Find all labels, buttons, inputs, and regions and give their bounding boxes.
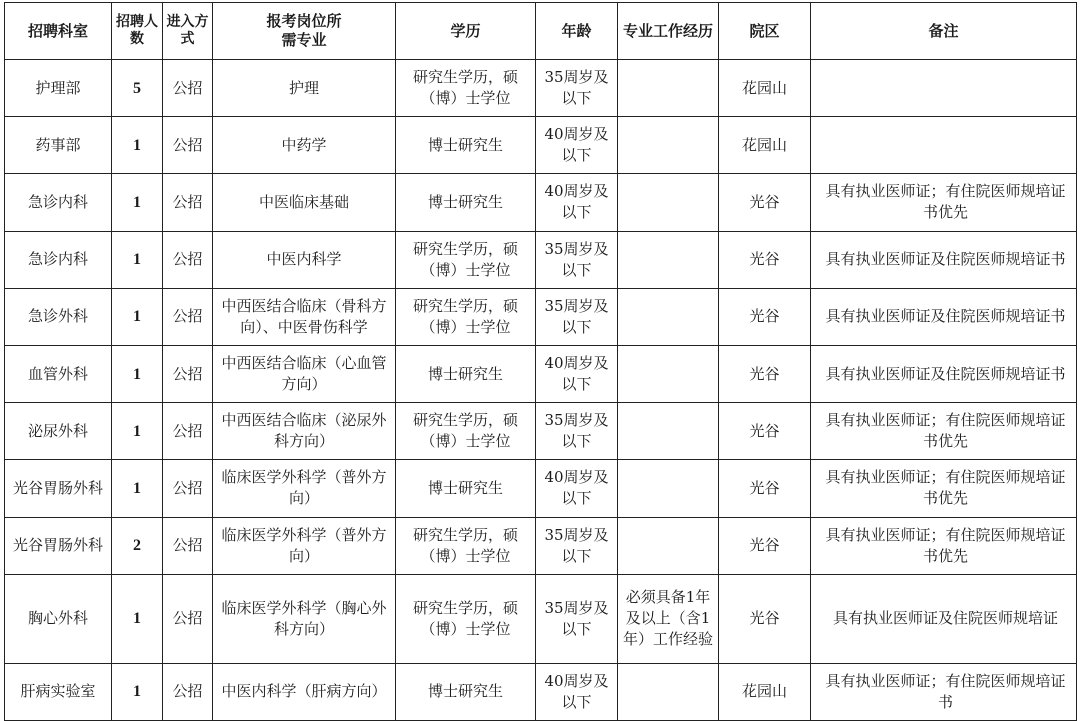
cell-experience (618, 403, 719, 460)
cell-department: 光谷胃肠外科 (5, 517, 112, 574)
cell-count: 1 (112, 663, 163, 720)
header-row (5, 3, 1077, 60)
table-row (5, 460, 1077, 517)
cell-count: 1 (112, 403, 163, 460)
cell-method: 公招 (163, 174, 213, 231)
cell-major: 中医内科学 (213, 231, 396, 288)
cell-count: 1 (112, 117, 163, 174)
cell-age: 35周岁及以下 (536, 288, 618, 345)
table-row (5, 574, 1077, 663)
cell-campus: 光谷 (719, 403, 811, 460)
cell-count: 5 (112, 60, 163, 117)
cell-experience (618, 174, 719, 231)
cell-method: 公招 (163, 117, 213, 174)
header-method: 进入方式 (163, 3, 213, 60)
cell-age: 40周岁及以下 (536, 345, 618, 402)
cell-education: 研究生学历，硕（博）士学位 (396, 60, 536, 117)
cell-campus: 光谷 (719, 231, 811, 288)
cell-major: 护理 (213, 60, 396, 117)
cell-note: 具有执业医师证；有住院医师规培证书优先 (811, 460, 1077, 517)
cell-method: 公招 (163, 517, 213, 574)
cell-major: 中医临床基础 (213, 174, 396, 231)
cell-campus: 光谷 (719, 288, 811, 345)
table-row (5, 231, 1077, 288)
cell-department: 胸心外科 (5, 574, 112, 663)
cell-education: 研究生学历，硕（博）士学位 (396, 574, 536, 663)
header-count: 招聘人数 (112, 3, 163, 60)
cell-note: 具有执业医师证；有住院医师规培证书 (811, 663, 1077, 720)
header-major: 报考岗位所需专业 (213, 3, 396, 60)
cell-age: 40周岁及以下 (536, 663, 618, 720)
cell-age: 40周岁及以下 (536, 460, 618, 517)
cell-education: 研究生学历，硕（博）士学位 (396, 288, 536, 345)
cell-age: 40周岁及以下 (536, 117, 618, 174)
cell-note (811, 117, 1077, 174)
cell-method: 公招 (163, 231, 213, 288)
table-row (5, 117, 1077, 174)
cell-education: 研究生学历，硕（博）士学位 (396, 517, 536, 574)
cell-department: 药事部 (5, 117, 112, 174)
cell-education: 博士研究生 (396, 345, 536, 402)
cell-count: 1 (112, 174, 163, 231)
cell-method: 公招 (163, 574, 213, 663)
cell-note: 具有执业医师证；有住院医师规培证书优先 (811, 403, 1077, 460)
cell-count: 1 (112, 288, 163, 345)
cell-note (811, 60, 1077, 117)
cell-experience (618, 345, 719, 402)
cell-education: 博士研究生 (396, 663, 536, 720)
table-row (5, 288, 1077, 345)
table-row (5, 60, 1077, 117)
cell-department: 急诊外科 (5, 288, 112, 345)
cell-method: 公招 (163, 60, 213, 117)
cell-campus: 光谷 (719, 517, 811, 574)
header-experience: 专业工作经历 (618, 3, 719, 60)
cell-department: 急诊内科 (5, 174, 112, 231)
cell-major: 中西医结合临床（心血管方向） (213, 345, 396, 402)
cell-method: 公招 (163, 403, 213, 460)
cell-department: 血管外科 (5, 345, 112, 402)
cell-education: 博士研究生 (396, 117, 536, 174)
cell-experience (618, 117, 719, 174)
cell-note: 具有执业医师证；有住院医师规培证书优先 (811, 174, 1077, 231)
cell-count: 1 (112, 345, 163, 402)
table-body (5, 60, 1077, 721)
cell-note: 具有执业医师证及住院医师规培证 (811, 574, 1077, 663)
cell-note: 具有执业医师证；有住院医师规培证书优先 (811, 517, 1077, 574)
cell-department: 光谷胃肠外科 (5, 460, 112, 517)
header-campus: 院区 (719, 3, 811, 60)
cell-experience (618, 460, 719, 517)
cell-age: 35周岁及以下 (536, 403, 618, 460)
cell-department: 急诊内科 (5, 231, 112, 288)
table-row (5, 345, 1077, 402)
cell-count: 1 (112, 460, 163, 517)
cell-education: 博士研究生 (396, 460, 536, 517)
header-education: 学历 (396, 3, 536, 60)
cell-major: 中西医结合临床（泌尿外科方向） (213, 403, 396, 460)
cell-experience (618, 517, 719, 574)
cell-age: 40周岁及以下 (536, 174, 618, 231)
cell-education: 研究生学历，硕（博）士学位 (396, 403, 536, 460)
cell-count: 1 (112, 574, 163, 663)
cell-campus: 光谷 (719, 460, 811, 517)
cell-department: 肝病实验室 (5, 663, 112, 720)
cell-experience (618, 231, 719, 288)
header-note: 备注 (811, 3, 1077, 60)
cell-major: 临床医学外科学（普外方向） (213, 460, 396, 517)
cell-department: 护理部 (5, 60, 112, 117)
cell-method: 公招 (163, 663, 213, 720)
cell-count: 1 (112, 231, 163, 288)
recruitment-table (4, 2, 1077, 721)
cell-experience: 必须具备1年及以上（含1年）工作经验 (618, 574, 719, 663)
cell-major: 临床医学外科学（胸心外科方向） (213, 574, 396, 663)
cell-campus: 花园山 (719, 117, 811, 174)
cell-experience (618, 288, 719, 345)
cell-method: 公招 (163, 460, 213, 517)
table-row (5, 174, 1077, 231)
header-age: 年龄 (536, 3, 618, 60)
table-row (5, 517, 1077, 574)
cell-education: 研究生学历，硕（博）士学位 (396, 231, 536, 288)
cell-experience (618, 663, 719, 720)
cell-major: 中医内科学（肝病方向） (213, 663, 396, 720)
table-row (5, 663, 1077, 720)
table-row (5, 403, 1077, 460)
cell-age: 35周岁及以下 (536, 231, 618, 288)
cell-experience (618, 60, 719, 117)
cell-major: 临床医学外科学（普外方向） (213, 517, 396, 574)
cell-age: 35周岁及以下 (536, 60, 618, 117)
cell-campus: 光谷 (719, 174, 811, 231)
cell-campus: 花园山 (719, 60, 811, 117)
cell-note: 具有执业医师证及住院医师规培证书 (811, 345, 1077, 402)
cell-department: 泌尿外科 (5, 403, 112, 460)
cell-method: 公招 (163, 288, 213, 345)
cell-major: 中西医结合临床（骨科方向）、中医骨伤科学 (213, 288, 396, 345)
cell-age: 35周岁及以下 (536, 574, 618, 663)
cell-note: 具有执业医师证及住院医师规培证书 (811, 288, 1077, 345)
cell-method: 公招 (163, 345, 213, 402)
cell-count: 2 (112, 517, 163, 574)
cell-note: 具有执业医师证及住院医师规培证书 (811, 231, 1077, 288)
cell-campus: 光谷 (719, 345, 811, 402)
cell-campus: 光谷 (719, 574, 811, 663)
cell-age: 35周岁及以下 (536, 517, 618, 574)
cell-campus: 花园山 (719, 663, 811, 720)
header-dept: 招聘科室 (5, 3, 112, 60)
cell-education: 博士研究生 (396, 174, 536, 231)
cell-major: 中药学 (213, 117, 396, 174)
